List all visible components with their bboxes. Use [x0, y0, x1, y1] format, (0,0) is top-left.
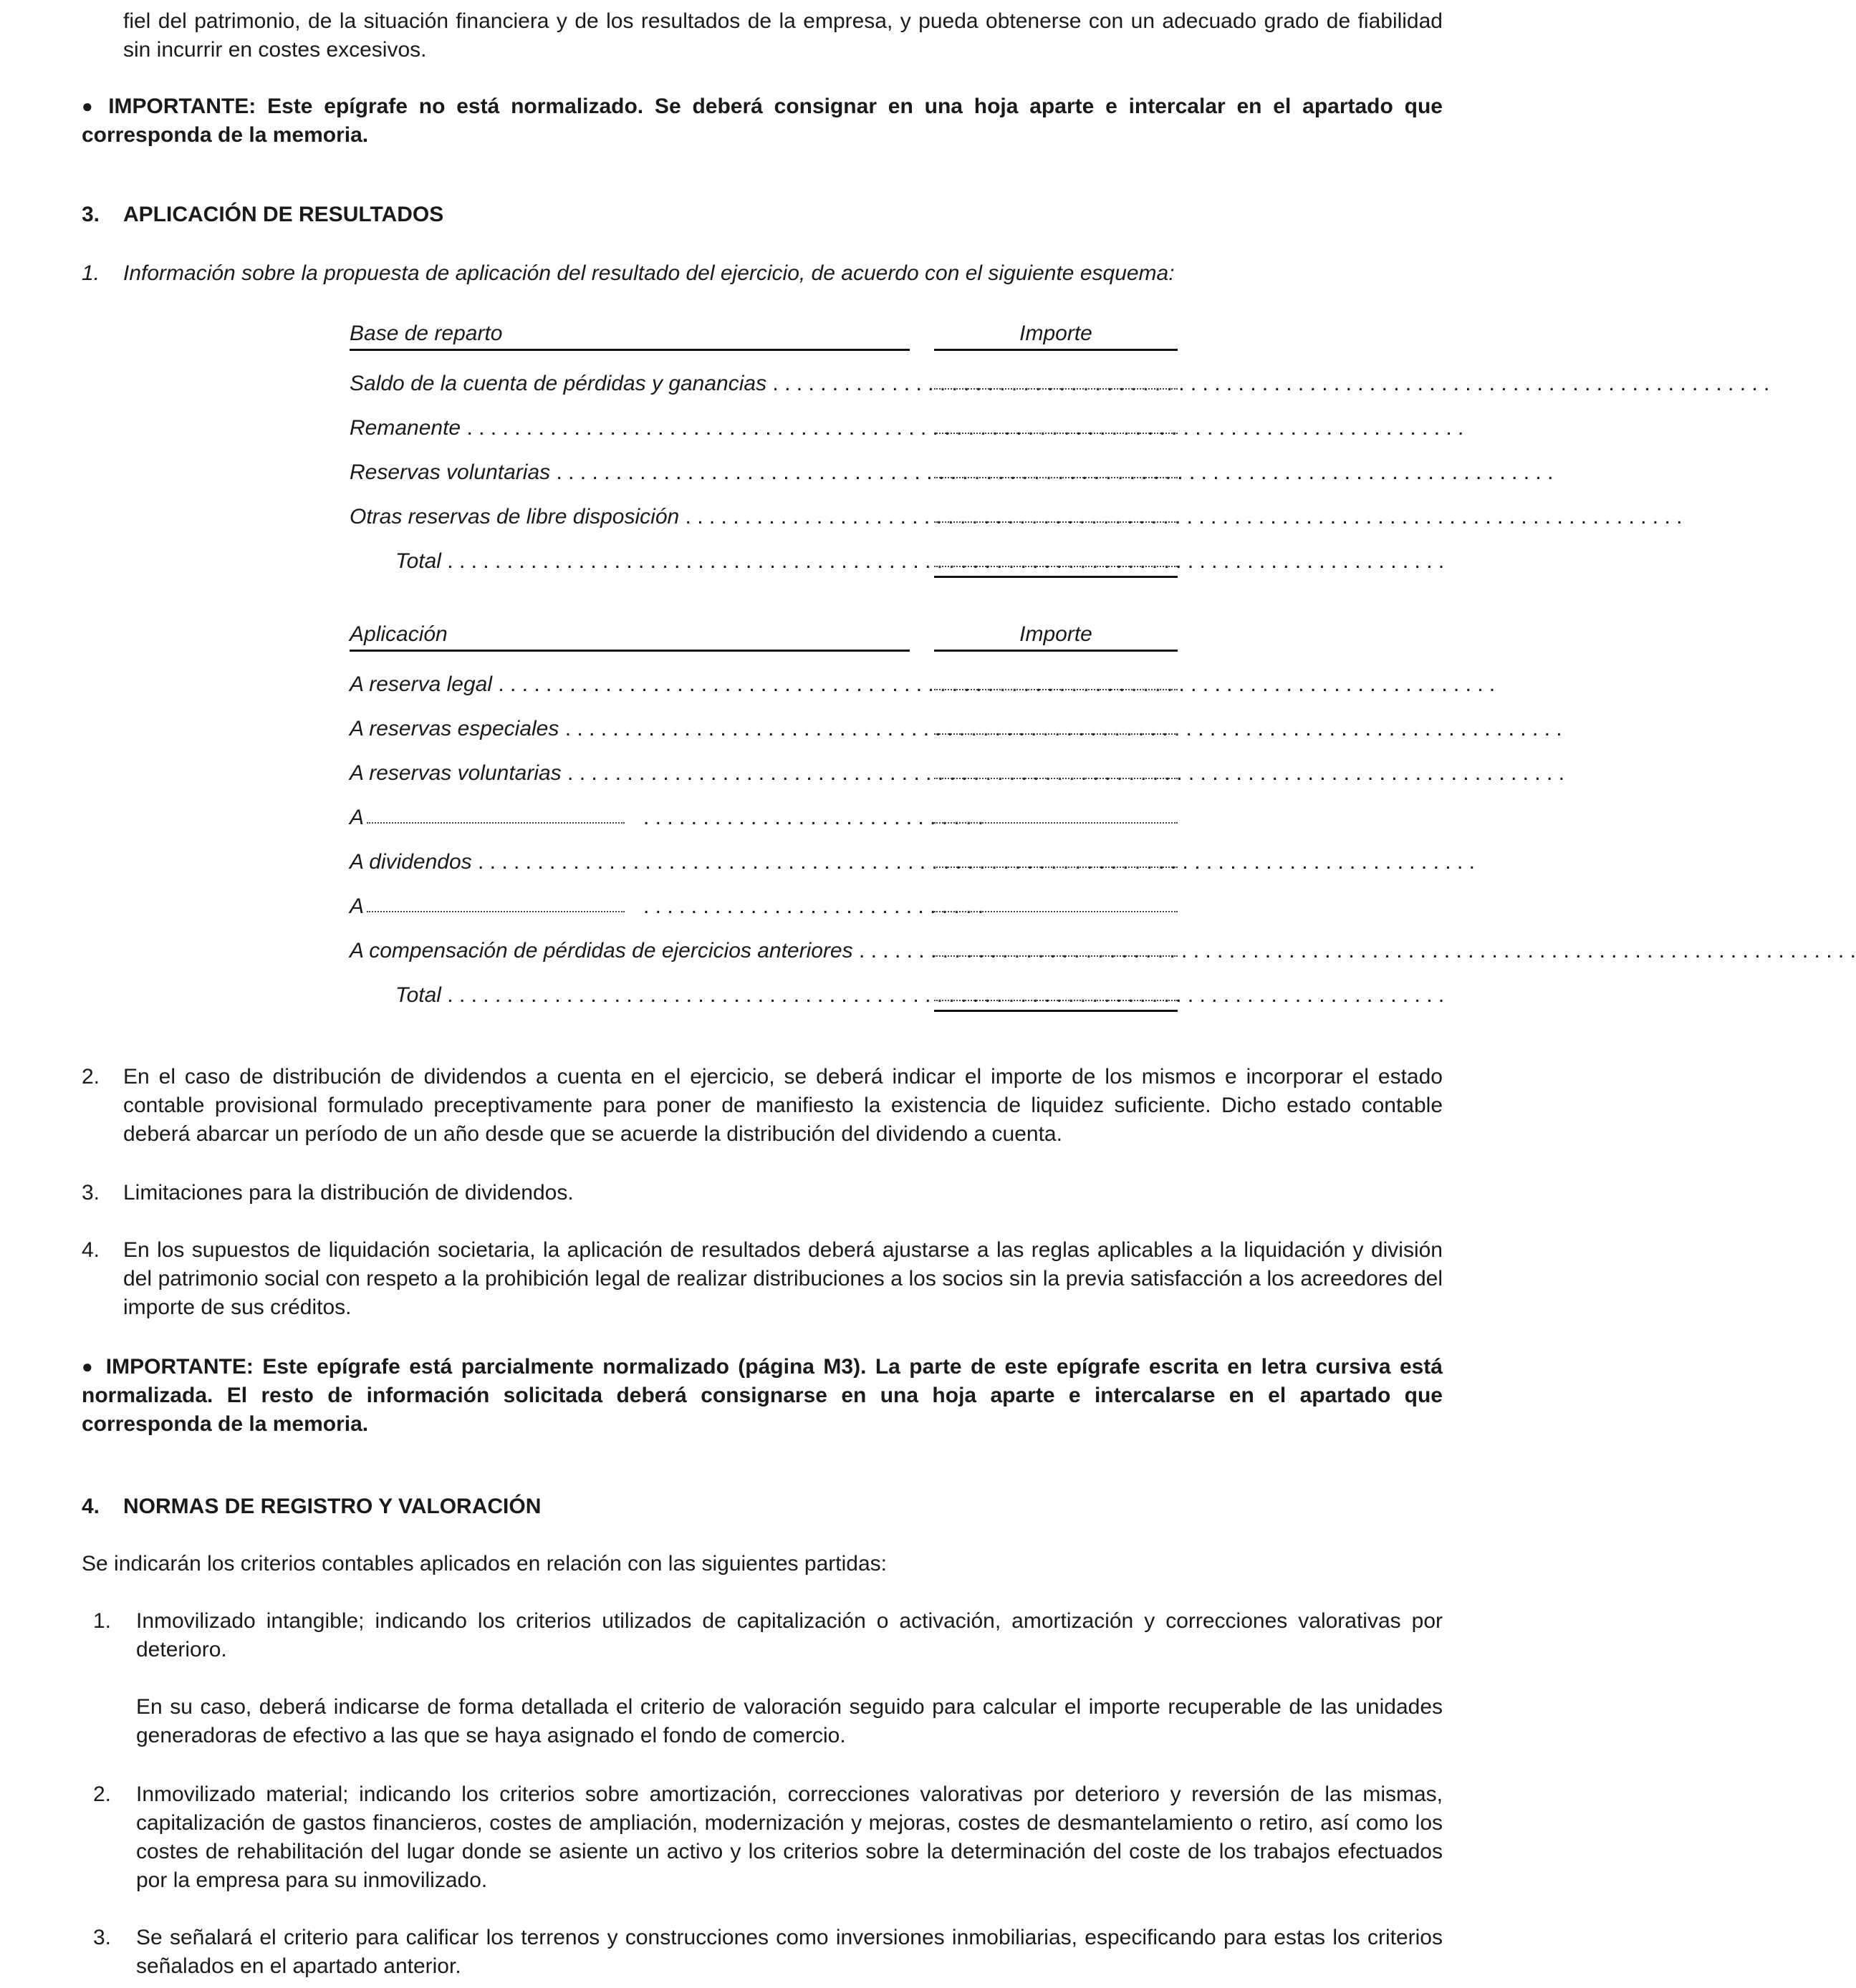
app-row-label: A — [350, 804, 910, 832]
base-row — [350, 503, 1178, 531]
item-number: 1. — [93, 1609, 112, 1633]
app-table-header — [350, 624, 1178, 656]
app-row-blank — [350, 804, 1178, 832]
app-row-label: A reservas voluntarias . . . — [350, 759, 910, 788]
base-row — [350, 370, 1178, 398]
item-text: Información sobre la propuesta de aplicación del resultado del ejercicio, de acuerdo con el siguiente esquema: — [123, 261, 1175, 285]
item-text: Inmovilizado material; indicando los criterios sobre amortización, correcciones valorativas por deterioro y reversión de las mismas, capitalización de gastos financieros, costes de ampliación, modernización y mejoras, costes de desmantelamiento o retiro, así como los costes de rehabilitación del lugar donde se asiente un activo y los criterios sobre la determinación del coste de los trabajos efectuados por la empresa para su inmovilizado. — [136, 1782, 1443, 1892]
important-note-2 — [82, 1352, 1443, 1439]
leader-dots: . . . . . . . . . . . . . . . . . . . . . . . . . . . . . — [643, 894, 984, 918]
section-3-heading — [82, 201, 443, 229]
item-number: 3. — [93, 1926, 112, 1949]
app-total-label: Total . . . — [395, 981, 910, 1010]
section-4-item-2 — [82, 1780, 1443, 1895]
item-number: 3. — [82, 1181, 100, 1205]
total-underline — [934, 1010, 1178, 1012]
amount-field[interactable] — [934, 433, 1178, 434]
section-3-item-3 — [82, 1179, 1443, 1207]
app-row — [350, 937, 1178, 965]
intro-continuation: fiel del patrimonio, de la situación financiera y de los resultados de la empresa, y pueda obtenerse con un adecuado grado de fiabilidad sin incurrir en costes excesivos. — [123, 9, 1443, 62]
amount-field[interactable] — [934, 911, 1178, 912]
item-number: 4. — [82, 1238, 100, 1262]
amount-field[interactable] — [934, 733, 1178, 735]
amount-field[interactable] — [934, 822, 1178, 824]
base-row-label: Remanente . . . — [350, 414, 910, 443]
base-total-row — [350, 547, 1178, 576]
base-row — [350, 458, 1178, 487]
app-row — [350, 848, 1178, 877]
item-text: En el caso de distribución de dividendos a cuenta en el ejercicio, se deberá indicar el importe de los mismos e incorporar el estado contable provisional formulado preceptivamente para poner de manifiesto la existencia de liquidez suficiente. Dicho estado contable deberá abarcar un período de un año desde que se acuerde la distribución del dividendo a cuenta. — [123, 1065, 1443, 1146]
amount-field[interactable] — [934, 778, 1178, 779]
bullet-icon: ● — [82, 1356, 96, 1377]
amount-field[interactable] — [934, 388, 1178, 390]
amount-field[interactable] — [934, 689, 1178, 690]
app-row-label: A compensación de pérdidas de ejercicios anteriores . . . — [350, 937, 910, 965]
section-3-title: APLICACIÓN DE RESULTADOS — [123, 203, 444, 226]
app-row-label: A reservas especiales . . . — [350, 715, 910, 743]
amount-field[interactable] — [934, 521, 1178, 523]
item-number: 1. — [82, 261, 100, 285]
section-4-number: 4. — [82, 1495, 100, 1518]
app-total-row — [350, 981, 1178, 1010]
important-label-2: IMPORTANTE: — [105, 1355, 254, 1379]
total-amount-field[interactable] — [934, 1000, 1178, 1001]
important-note-1 — [82, 92, 1443, 150]
app-row — [350, 715, 1178, 743]
item-text: Limitaciones para la distribución de dividendos. — [123, 1181, 574, 1205]
app-row-label: A reserva legal . . . — [350, 670, 910, 699]
section-3-item-2 — [82, 1063, 1443, 1149]
concept-blank-field[interactable] — [367, 804, 625, 824]
base-row-label: Saldo de la cuenta de pérdidas y ganancias . . . — [350, 370, 910, 398]
app-row — [350, 670, 1178, 699]
section-4-item-3 — [82, 1924, 1443, 1981]
item-text: Se señalará el criterio para calificar los terrenos y construcciones como inversiones inmobiliarias, especificando para estas los criterios señalados en el apartado anterior. — [136, 1926, 1443, 1978]
base-row-label: Reservas voluntarias . . . — [350, 458, 910, 487]
important-text-1: Este epígrafe no está normalizado. Se deberá consignar en una hoja aparte e intercalar en el apartado que corresponda de la memoria. — [82, 95, 1443, 147]
base-total-label: Total . . . — [395, 547, 910, 576]
amount-field[interactable] — [934, 867, 1178, 868]
important-text-2: Este epígrafe está parcialmente normalizado (página M3). La parte de este epígrafe escrita en letra cursiva está normalizada. El resto de información solicitada deberá consignarse en una hoja aparte e intercalarse en el apartado que corresponda de la memoria. — [82, 1355, 1443, 1436]
app-header-label: Aplicación — [350, 622, 910, 652]
item-number: 2. — [93, 1782, 112, 1806]
amount-field[interactable] — [934, 955, 1178, 957]
base-row-label: Otras reservas de libre disposición . . . — [350, 503, 910, 531]
base-table-header — [350, 324, 1178, 355]
section-3-item-1 — [82, 259, 1443, 288]
total-underline — [934, 576, 1178, 578]
amount-field[interactable] — [934, 477, 1178, 478]
section-3-item-4 — [82, 1236, 1443, 1322]
section-4-item-1 — [82, 1607, 1443, 1664]
section-4-intro: Se indicarán los criterios contables aplicados en relación con las siguientes partidas: — [82, 1552, 887, 1576]
section-4-title: NORMAS DE REGISTRO Y VALORACIÓN — [123, 1495, 542, 1518]
item-number: 2. — [82, 1065, 100, 1089]
app-row-label: A dividendos . . . — [350, 848, 910, 877]
base-header-label: Base de reparto — [350, 322, 910, 351]
total-amount-field[interactable] — [934, 566, 1178, 567]
app-row — [350, 759, 1178, 788]
section-4-item-1-note: En su caso, deberá indicarse de forma detallada el criterio de valoración seguido para calcular el importe recuperable de las unidades generadoras de efectivo a las que se haya asignado el fondo de comercio. — [136, 1695, 1443, 1747]
app-row-blank — [350, 892, 1178, 921]
item-text: En los supuestos de liquidación societaria, la aplicación de resultados deberá ajustarse a las reglas aplicables a la liquidación y división del patrimonio social con respeto a la prohibición legal de realizar distribuciones a los socios sin la previa satisfacción a los acreedores del importe de sus créditos. — [123, 1238, 1443, 1319]
important-label-1: IMPORTANTE: — [108, 95, 256, 118]
app-row-label: A — [350, 892, 910, 921]
bullet-icon: ● — [82, 95, 99, 117]
leader-dots: . . . . . . . . . . . . . . . . . . . . . . . . . . . . . — [643, 806, 984, 829]
concept-blank-field[interactable] — [367, 892, 625, 912]
base-header-amount: Importe — [934, 322, 1178, 351]
base-row — [350, 414, 1178, 443]
item-text: Inmovilizado intangible; indicando los criterios utilizados de capitalización o activación, amortización y correcciones valorativas por deterioro. — [136, 1609, 1443, 1661]
section-4-heading — [82, 1492, 541, 1521]
section-3-number: 3. — [82, 203, 100, 226]
app-header-amount: Importe — [934, 622, 1178, 652]
